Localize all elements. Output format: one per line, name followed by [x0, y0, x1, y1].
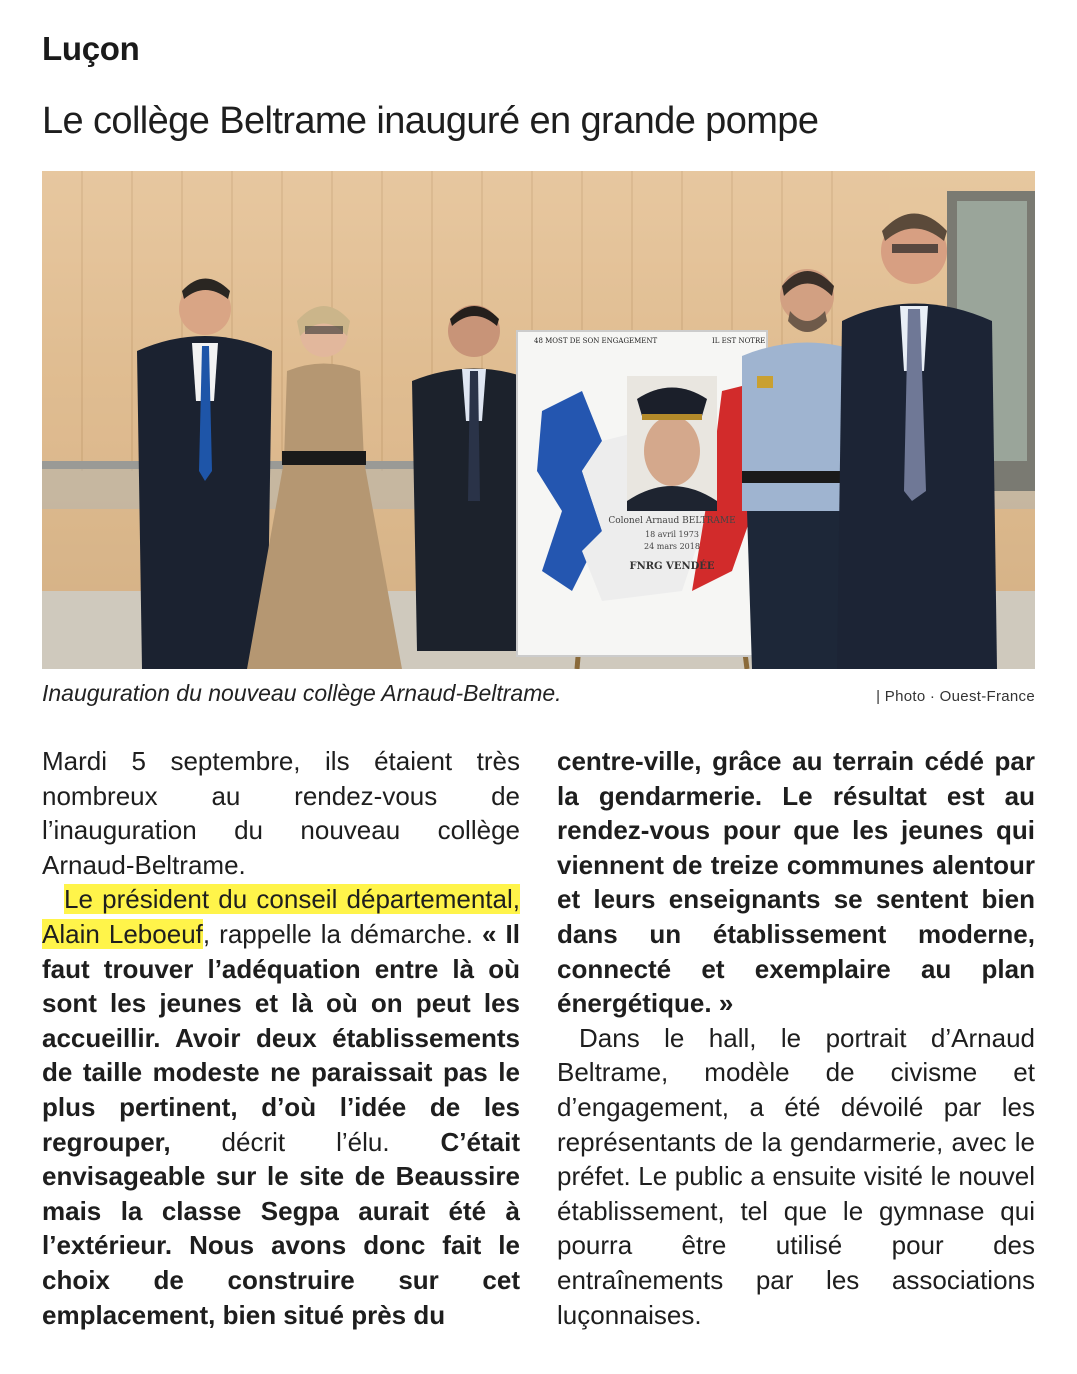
photo-caption: Inauguration du nouveau collège Arnaud-Beltrame.	[42, 680, 562, 706]
poster-date2: 24 mars 2018	[644, 542, 700, 551]
poster-top-left: 48 MOST DE SON ENGAGEMENT	[534, 337, 658, 345]
portrait-poster	[517, 331, 767, 669]
poster-footer: FNRG VENDÉE	[629, 561, 715, 572]
paragraph-quote	[42, 882, 520, 1332]
article-headline: Le collège Beltrame inauguré en grande pompe	[42, 100, 819, 142]
text-run: décrit l’élu.	[170, 1126, 441, 1157]
highlighted-text: Le président du conseil départemental, Alain Leboeuf	[42, 884, 520, 949]
paragraph-hall: Dans le hall, le portrait d’Arnaud Beltrame, modèle de civisme et d’engagement, a été dévoilé par les représentants de la gendarmerie, avec le préfet. Le public a ensuite visité le nouvel établissement, tel que le gymnase qui pourra être utilisé pour des entraînements par les associations luçonnaises.	[557, 1022, 1035, 1330]
article-column-left	[42, 744, 520, 1332]
article-column-right	[557, 744, 1035, 1332]
poster-name: Colonel Arnaud BELTRAME	[608, 516, 736, 526]
poster-date1: 18 avril 1973	[645, 530, 699, 539]
quote-text: « Il faut trouver l’adéquation entre là où sont les jeunes et là où on peut les accueillir. Avoir deux établissements de taille modeste ne paraissait pas le plus pertinent, d’où l’idée de les regrouper,	[42, 918, 520, 1157]
article-kicker: Luçon	[42, 30, 140, 67]
quote-continuation: centre-ville, grâce au terrain cédé par la gendarmerie. Le résultat est au rendez-vous pour que les jeunes qui viennent de treize communes alentour et leurs enseignants se sentent bien dans un établissement moderne, connecté et exemplaire au plan énergétique. »	[557, 746, 1035, 1019]
paragraph-intro: Mardi 5 septembre, ils étaient très nombreux au rendez-vous de l’inauguration du nouveau collège Arnaud-Beltrame.	[42, 746, 520, 880]
text-run: , rappelle la démarche.	[202, 918, 482, 949]
quote-text: C’était envisageable sur le site de Beaussire mais la classe Segpa aurait été à l’extérieur. Nous avons donc fait le choix de construire sur cet emplacement, bien situé près du	[42, 1126, 520, 1330]
poster-top-right: IL EST NOTRE	[712, 337, 766, 345]
article-photo	[42, 171, 1035, 669]
photo-credit: | Photo · Ouest-France	[876, 688, 1035, 705]
